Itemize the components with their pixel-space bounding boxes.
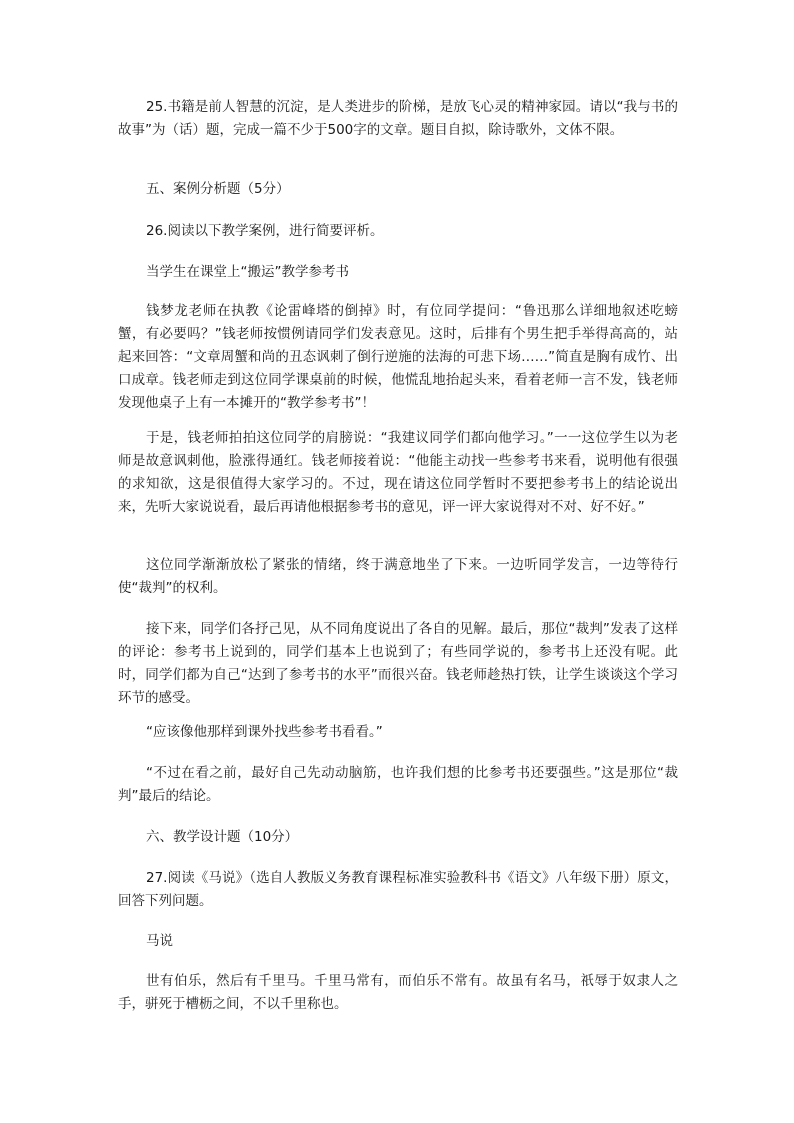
question-27: 27.阅读《马说》（选自人教版义务教育课程标准实验教科书《语文》八年级下册）原文，回答下列问题。 <box>118 870 678 909</box>
case-paragraph-6: “不过在看之前，最好自己先动动脑筋，也许我们想的比参考书还要强些。”这是那位“裁判”最后的结论。 <box>118 765 678 804</box>
case-paragraph-3: 这位同学渐渐放松了紧张的情绪，终于满意地坐了下来。一边听同学发言，一边等待行使“裁判”的权利。 <box>118 557 678 596</box>
case-paragraph-2: 于是，钱老师拍拍这位同学的肩膀说：“我建议同学们都向他学习。”一一这位学生以为老师是故意讽刺他，脸涨得通红。钱老师接着说：“他能主动找一些参考书来看，说明他有很强的求知欲，这是很值得大家学习的。不过，现在请这位同学暂时不要把参考书上的结论说出来，先听大家说说看，最后再请他根据参考书的意见，评一评大家说得对不对、好不好。” <box>118 430 678 515</box>
poem-paragraph-1: 世有伯乐，然后有千里马。千里马常有，而伯乐不常有。故虽有名马，祇辱于奴隶人之手，骈死于槽枥之间，不以千里称也。 <box>118 973 678 1012</box>
case-title: 当学生在课堂上“搬运”教学参考书 <box>146 264 349 280</box>
section-six-heading: 六、教学设计题（10分） <box>146 829 299 845</box>
question-25: 25.书籍是前人智慧的沉淀，是人类进步的阶梯，是放飞心灵的精神家园。请以“我与书的故事”为（话）题，完成一篇不少于500字的文章。题目自拟，除诗歌外，文体不限。 <box>118 99 678 138</box>
case-paragraph-4: 接下来，同学们各抒己见，从不同角度说出了各自的见解。最后，那位“裁判”发表了这样的评论：参考书上说到的，同学们基本上也说到了；有些同学说的，参考书上还没有呢。此时，同学们都为自己“达到了参考书的水平”而很兴奋。钱老师趁热打铁，让学生谈谈这个学习环节的感受。 <box>118 621 678 706</box>
question-26: 26.阅读以下教学案例，进行简要评析。 <box>146 223 384 239</box>
case-paragraph-5: “应该像他那样到课外找些参考书看看。” <box>146 724 383 740</box>
poem-title: 马说 <box>146 933 173 949</box>
section-five-heading: 五、案例分析题（5分） <box>146 181 290 197</box>
case-paragraph-1: 钱梦龙老师在执教《论雷峰塔的倒掉》时，有位同学提问：“鲁迅那么详细地叙述吃螃蟹，有必要吗？”钱老师按惯例请同学们发表意见。这时，后排有个男生把手举得高高的，站起来回答：“文章周蟹和尚的丑态讽刺了倒行逆施的法海的可悲下场……”简直是胸有成竹、出口成章。钱老师走到这位同学课桌前的时候，他慌乱地抬起头来，看着老师一言不发，钱老师发现他桌子上有一本摊开的“教学参考书”！ <box>118 303 678 411</box>
